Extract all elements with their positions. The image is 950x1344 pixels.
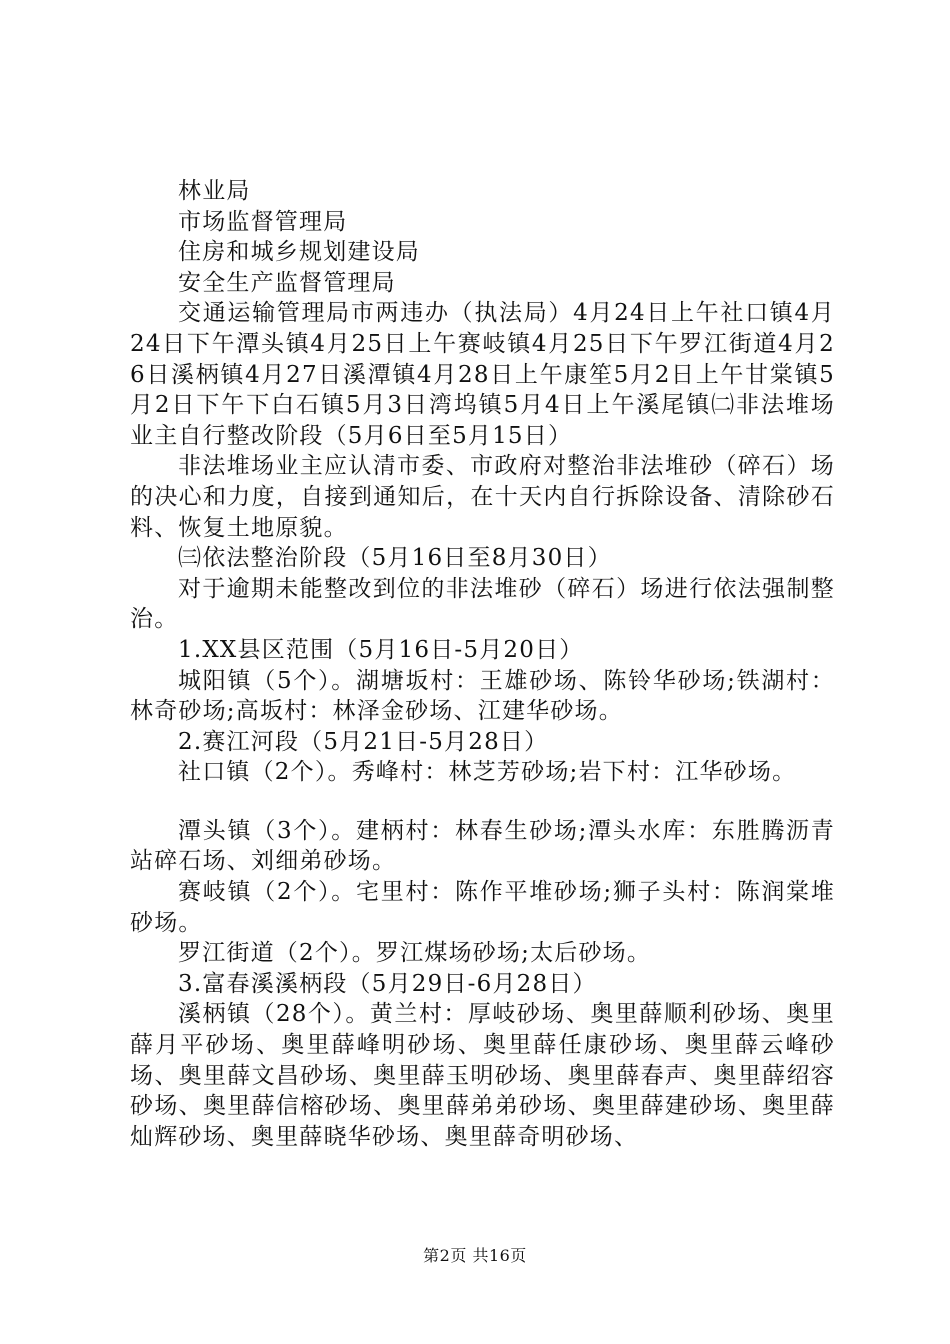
paragraph-county-range-heading: 1.XX县区范围（5月16日-5月20日） bbox=[178, 636, 584, 663]
paragraph-stage-three-heading: ㈢依法整治阶段（5月16日至8月30日） bbox=[178, 545, 612, 572]
paragraph-self-rectification: 非法堆场业主应认清市委、市政府对整治非法堆砂（碎石）场的决心和力度，自接到通知后，在十天内自行拆除设备、清除砂石料、恢复土地原貌。 bbox=[130, 453, 835, 541]
page-number-footer: 第2页 共16页 bbox=[423, 1246, 527, 1265]
document-body bbox=[130, 176, 835, 1152]
paragraph-schedule: 交通运输管理局市两违办（执法局）4月24日上午社口镇4月24日下午潭头镇4月25日上午赛岐镇4月25日下午罗江街道4月26日溪柄镇4月27日溪潭镇4月28日上午康笙5月2日上午甘棠镇5月2日下午下白石镇5月3日湾坞镇5月4日上午溪尾镇㈡非法堆场业主自行整改阶段（5月6日至5月15日） bbox=[130, 300, 835, 449]
paragraph-forced-rectification: 对于逾期未能整改到位的非法堆砂（碎石）场进行依法强制整治。 bbox=[130, 575, 835, 633]
paragraph-fuchunxi-heading: 3.富春溪溪柄段（5月29日-6月28日） bbox=[178, 970, 597, 997]
paragraph-saiqi-town: 赛岐镇（2个）。宅里村：陈作平堆砂场;狮子头村：陈润棠堆砂场。 bbox=[130, 879, 835, 936]
paragraph-forestry-bureau: 林业局 bbox=[178, 178, 251, 204]
paragraph-xibing-town: 溪柄镇（28个）。黄兰村：厚岐砂场、奥里薛顺利砂场、奥里薛月平砂场、奥里薛峰明砂场、奥里薛任康砂场、奥里薛云峰砂场、奥里薛文昌砂场、奥里薛玉明砂场、奥里薛春声、奥里薛绍容砂场、奥里薛信榕砂场、奥里薛弟弟砂场、奥里薛建砂场、奥里薛灿辉砂场、奥里薛晓华砂场、奥里薛奇明砂场、 bbox=[130, 1001, 835, 1150]
paragraph-tantou-town: 潭头镇（3个）。建柄村：林春生砂场;潭头水库：东胜腾沥青站碎石场、刘细弟砂场。 bbox=[130, 817, 835, 875]
paragraph-luojiang-street: 罗江街道（2个）。罗江煤场砂场;太后砂场。 bbox=[178, 940, 652, 967]
paragraph-shekou-town: 社口镇（2个）。秀峰村：林芝芳砂场;岩下村：江华砂场。 bbox=[178, 759, 797, 786]
paragraph-market-supervision: 市场监督管理局 bbox=[178, 208, 348, 235]
paragraph-saijiang-heading: 2.赛江河段（5月21日-5月28日） bbox=[178, 728, 549, 755]
paragraph-housing-planning: 住房和城乡规划建设局 bbox=[178, 239, 420, 266]
paragraph-chengyang-town: 城阳镇（5个）。湖塘坂村：王雄砂场、陈铃华砂场;铁湖村：林奇砂场;高坂村：林泽金砂场、江建华砂场。 bbox=[130, 667, 835, 725]
paragraph-safety-supervision: 安全生产监督管理局 bbox=[178, 269, 396, 296]
